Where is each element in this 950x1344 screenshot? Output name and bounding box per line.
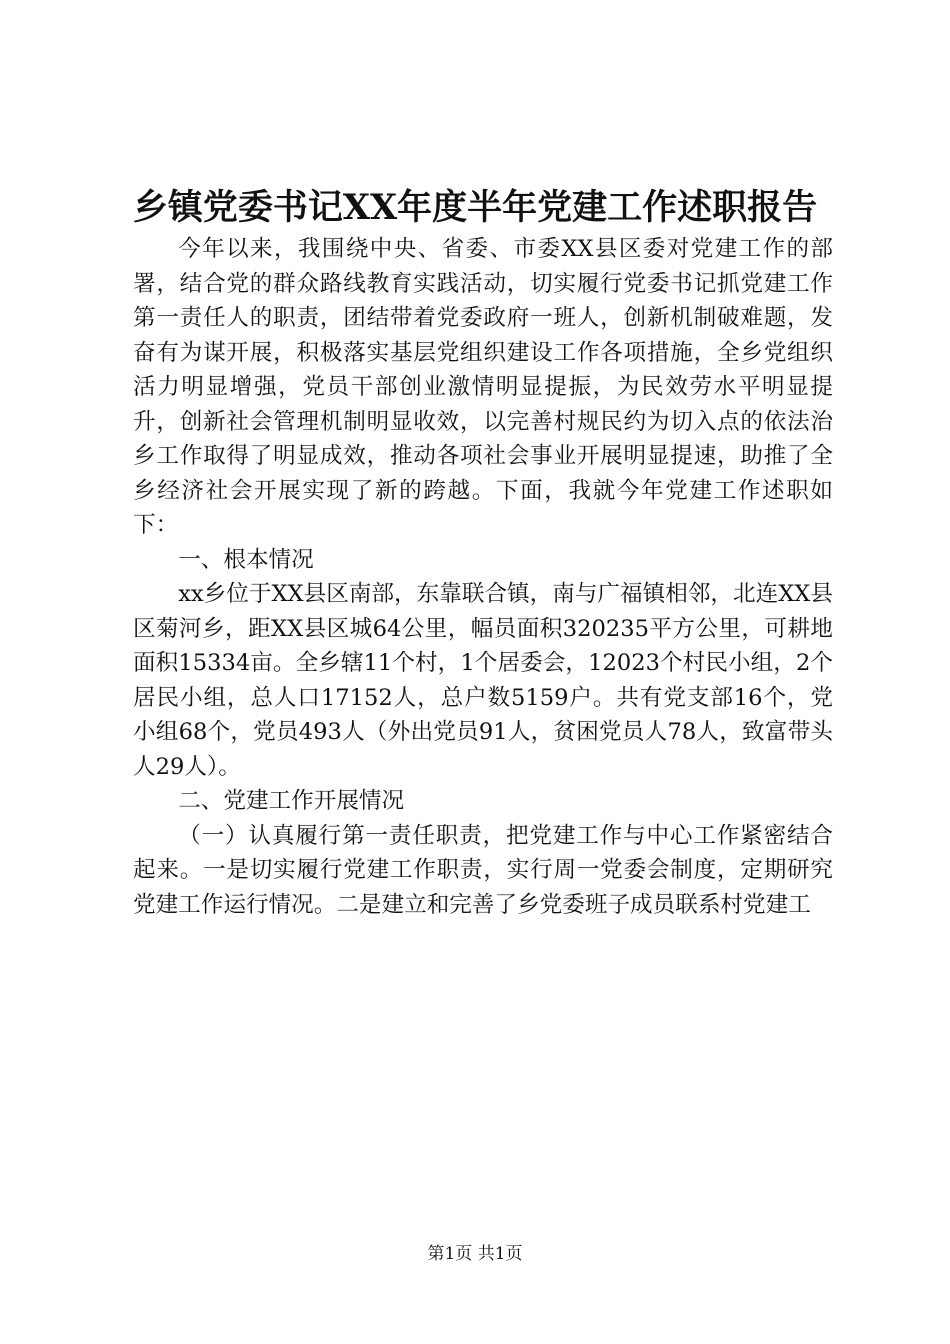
page-footer: 第1页 共1页 xyxy=(427,1244,523,1264)
paragraph-intro: 今年以来，我围绕中央、省委、市委XX县区委对党建工作的部署，结合党的群众路线教育实践活动，切实履行党委书记抓党建工作第一责任人的职责，团结带着党委政府一班人，创新机制破难题，发奋有为谋开展，积极落实基层党组织建设工作各项措施，全乡党组织活力明显增强，党员干部创业激情明显提振，为民效劳水平明显提升，创新社会管理机制明显收效，以完善村规民约为切入点的依法治乡工作取得了明显成效，推动各项社会事业开展明显提速，助推了全乡经济社会开展实现了新的跨越。下面，我就今年党建工作述职如下： xyxy=(133,236,833,538)
section-heading-basic-situation: 一、根本情况 xyxy=(178,546,314,573)
document-title: 乡镇党委书记XX年度半年党建工作述职报告 xyxy=(132,187,818,228)
section-heading-party-work: 二、党建工作开展情况 xyxy=(178,788,405,814)
paragraph-basic-situation: xx乡位于XX县区南部，东靠联合镇，南与广福镇相邻，北连XX县区菊河乡，距XX县区城64公里，幅员面积320235平方公里，可耕地面积15334亩。全乡辖11个村，1个居委会，12023个村民小组，2个居民小组，总人口17152人，总户数5159户。共有党支部16个，党小组68个，党员493人（外出党员91人，贫困党员人78人，致富带头人29人）。 xyxy=(133,581,833,780)
document-body xyxy=(133,232,833,922)
paragraph-party-work-1: （一）认真履行第一责任职责，把党建工作与中心工作紧密结合起来。一是切实履行党建工作职责，实行周一党委会制度，定期研究党建工作运行情况。二是建立和完善了乡党委班子成员联系村党建工 xyxy=(133,822,833,918)
